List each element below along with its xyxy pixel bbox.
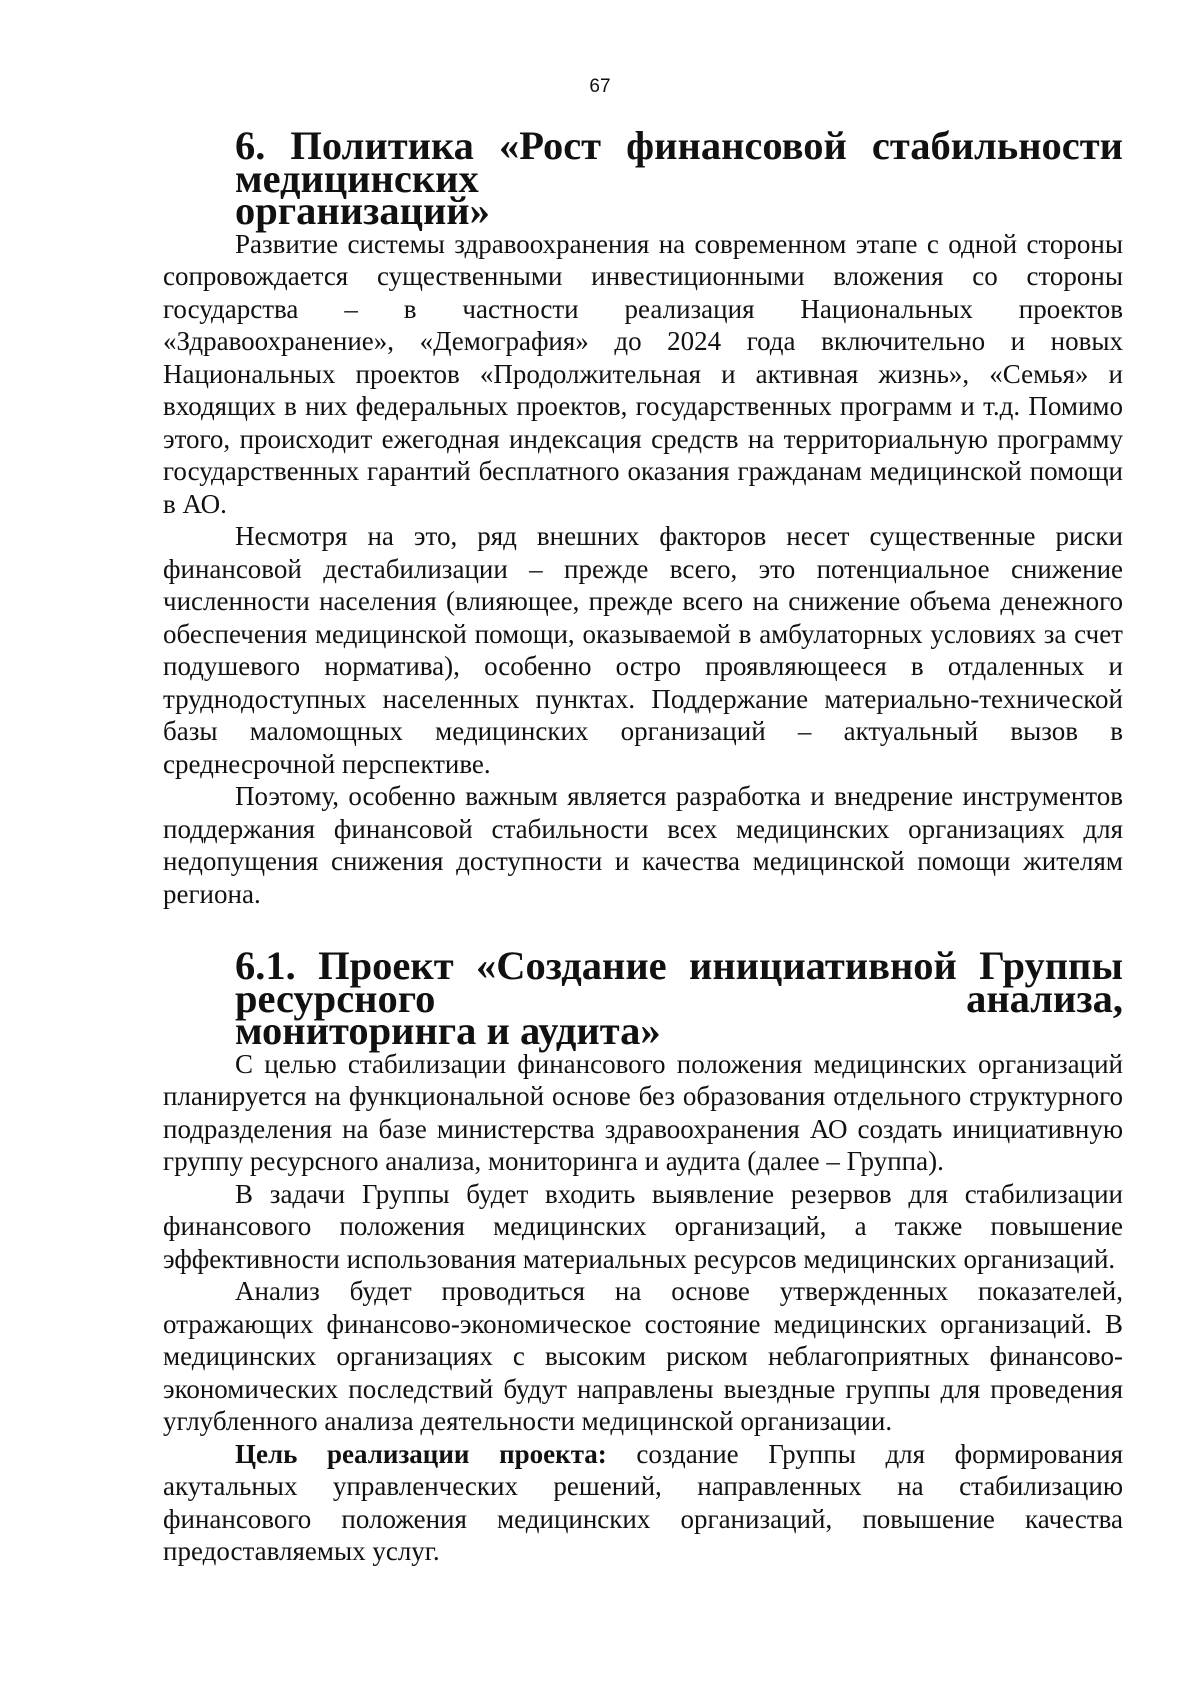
section-6-1-paragraph-2: В задачи Группы будет входить выявление резервов для стабилизации финансового положения медицинских организаций, а также повышение эффективности использования материальных ресурсов медицинских организаций.	[163, 1178, 1123, 1274]
section-6-heading-line-1: 6. Политика «Рост финансовой стабильности медицинских	[235, 123, 1123, 201]
section-6-paragraph-1: Развитие системы здравоохранения на современном этапе с одной стороны сопровождается существенными инвестиционными вложения со стороны государства – в частности реализация Национальных проектов «Здравоохранение», «Демография» до 2024 года включительно и новых Национальных проектов «Продолжительная и активная жизнь», «Семья» и входящих в них федеральных проектов, государственных программ и т.д. Помимо этого, происходит ежегодная индексация средств на территориальную программу государственных гарантий бесплатного оказания гражданам медицинской помощи в АО.	[163, 228, 1123, 519]
project-goal-paragraph	[163, 1438, 1123, 1568]
section-6-paragraph-2: Несмотря на это, ряд внешних факторов несет существенные риски финансовой дестабилизации – прежде всего, это потенциальное снижение численности населения (влияющее, прежде всего на снижение объема денежного обеспечения медицинской помощи, оказываемой в амбулаторных условиях за счет подушевого норматива), особенно остро проявляющееся в отдаленных и труднодоступных населенных пунктах. Поддержание материально-технической базы маломощных медицинских организаций – актуальный вызов в среднесрочной перспективе.	[163, 521, 1123, 779]
page-number: 67	[589, 76, 611, 97]
project-goal-text: создание Группы для формирования акутальных управленческих решений, направленных на стабилизацию финансового положения медицинских организаций, повышение качества предоставляемых услуг.	[163, 1438, 1123, 1566]
section-6-1-paragraph-3: Анализ будет проводиться на основе утвержденных показателей, отражающих финансово-экономическое состояние медицинских организаций. В медицинских организациях с высоким риском неблагоприятных финансово-экономических последствий будут направлены выездные группы для проведения углубленного анализа деятельности медицинской организации.	[163, 1276, 1123, 1436]
section-6-1-heading-line-2: мониторинга и аудита»	[235, 1008, 661, 1053]
section-6-1-heading-line-1: 6.1. Проект «Создание инициативной Группы ресурсного анализа,	[235, 943, 1123, 1021]
section-6-paragraph-3: Поэтому, особенно важным является разработка и внедрение инструментов поддержания финансовой стабильности всех медицинских организациях для недопущения снижения доступности и качества медицинской помощи жителям региона.	[163, 781, 1123, 909]
section-6-1-heading	[163, 943, 1123, 1053]
section-6-1-paragraph-1: С целью стабилизации финансового положения медицинских организаций планируется на функциональной основе без образования отдельного структурного подразделения на базе министерства здравоохранения АО создать инициативную группу ресурсного анализа, мониторинга и аудита (далее – Группа).	[163, 1048, 1123, 1176]
document-body	[163, 123, 1123, 1568]
project-goal-label: Цель реализации проекта:	[235, 1438, 607, 1469]
section-6-heading-line-2: организаций»	[235, 188, 490, 233]
section-6-heading	[163, 123, 1123, 233]
